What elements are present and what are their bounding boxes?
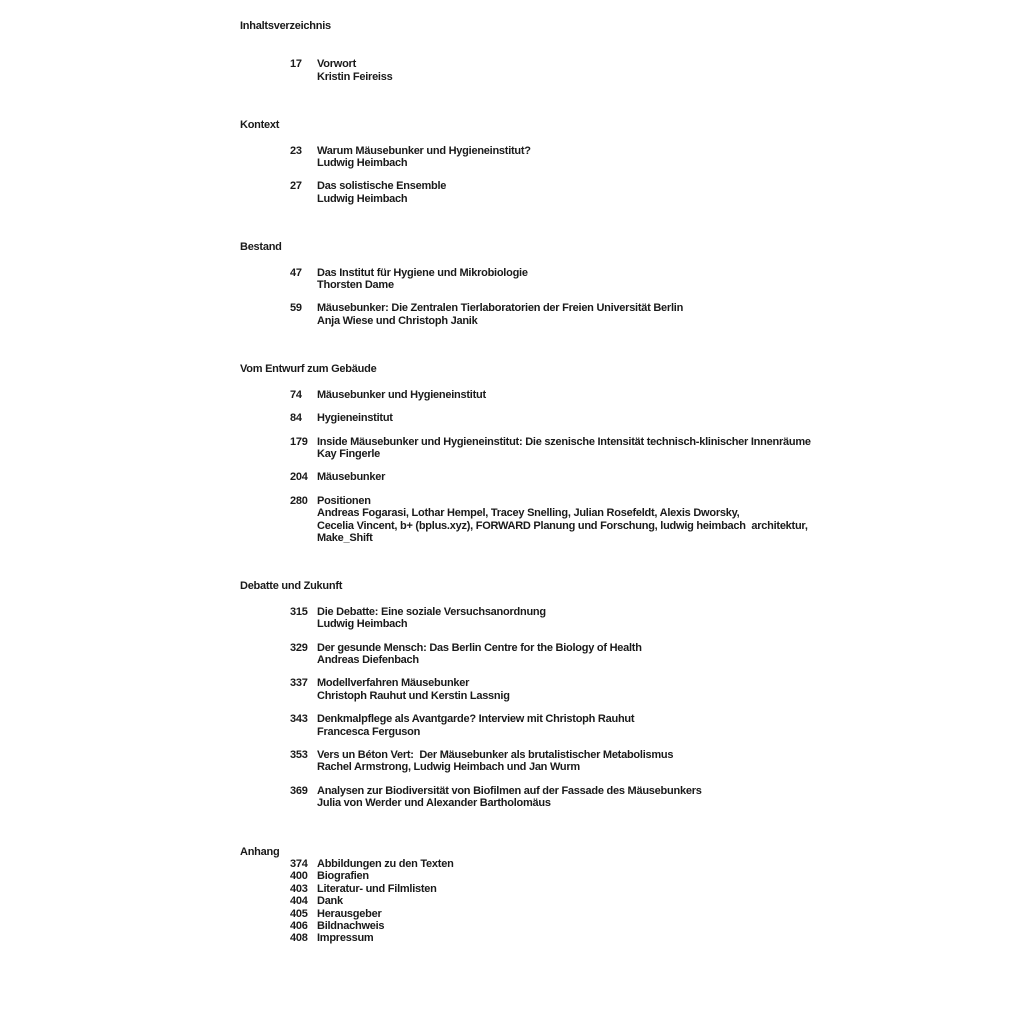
entry-page-number: 17: [290, 58, 302, 71]
toc-entry: [240, 908, 980, 920]
entry-page-number: 47: [290, 266, 302, 279]
entry-lines: [317, 606, 546, 631]
entry-title-line: Mäusebunker: Die Zentralen Tierlaboratorien der Freien Universität Berlin: [317, 302, 684, 315]
section-heading: Anhang: [240, 845, 280, 858]
entry-author-line: Ludwig Heimbach: [317, 192, 408, 205]
entry-page-number: 408: [290, 932, 308, 945]
entry-title-line: Mäusebunker und Hygieneinstitut: [317, 388, 486, 401]
entry-lines: [317, 920, 384, 932]
entry-author-line: Anja Wiese und Christoph Janik: [317, 314, 478, 327]
toc-entry: [240, 145, 980, 170]
toc-entry: [240, 883, 980, 895]
entry-page-number: 315: [290, 605, 308, 618]
entry-title-line: Hygieneinstitut: [317, 412, 393, 425]
toc-entry: [240, 267, 980, 292]
entry-page-number: 84: [290, 412, 302, 425]
entry-author-line: Francesca Ferguson: [317, 725, 421, 738]
toc-entry: [240, 870, 980, 882]
toc-entry: [240, 606, 980, 631]
entry-lines: [317, 883, 437, 895]
entry-title-line: Inside Mäusebunker und Hygieneinstitut: Die szenische Intensität technisch-klinischer Innenräume: [317, 435, 811, 448]
entry-lines: [317, 58, 392, 83]
entry-title-line: Bildnachweis: [317, 920, 385, 933]
entry-lines: [317, 677, 510, 702]
entry-lines: [317, 495, 808, 545]
entry-title-line: Vorwort: [317, 58, 356, 71]
entry-title-line: Biografien: [317, 870, 369, 883]
entry-page-number: 337: [290, 677, 308, 690]
entry-page-number: 204: [290, 471, 308, 484]
entry-lines: [317, 145, 531, 170]
entry-title-line: Impressum: [317, 932, 374, 945]
entry-lines: [317, 412, 393, 424]
toc-entry: [240, 920, 980, 932]
entry-lines: [317, 267, 528, 292]
entry-page-number: 27: [290, 180, 302, 193]
toc-entry: [240, 412, 980, 424]
entry-lines: [317, 713, 634, 738]
entry-author-line: Thorsten Dame: [317, 279, 394, 292]
entry-lines: [317, 858, 454, 870]
entry-lines: [317, 870, 369, 882]
entry-author-line: Kay Fingerle: [317, 447, 381, 460]
toc-entry: [240, 749, 980, 774]
entry-author-line: Kristin Feireiss: [317, 70, 393, 83]
entry-author-line: Christoph Rauhut und Kerstin Lassnig: [317, 689, 510, 702]
page-title: Inhaltsverzeichnis: [240, 20, 331, 32]
toc-entry: [240, 471, 980, 483]
entry-title-line: Denkmalpflege als Avantgarde? Interview mit Christoph Rauhut: [317, 713, 635, 726]
toc-entry: [240, 642, 980, 667]
toc-entry: [240, 677, 980, 702]
entry-lines: [317, 908, 382, 920]
entry-title-line: Abbildungen zu den Texten: [317, 858, 454, 871]
toc-entry: [240, 58, 980, 83]
entry-page-number: 329: [290, 641, 308, 654]
entry-page-number: 353: [290, 749, 308, 761]
section-heading: Vom Entwurf zum Gebäude: [240, 363, 377, 376]
entry-page-number: 404: [290, 895, 308, 908]
entry-title-line: Das solistische Ensemble: [317, 180, 447, 193]
entry-lines: [317, 895, 343, 907]
toc-section: [240, 119, 980, 205]
entry-author-line: Cecelia Vincent, b+ (bplus.xyz), FORWARD Planung und Forschung, ludwig heimbach architektur,: [317, 519, 808, 532]
entry-lines: [317, 436, 811, 461]
toc-entry: [240, 932, 980, 944]
entry-page-number: 179: [290, 435, 308, 448]
entry-author-line: Andreas Fogarasi, Lothar Hempel, Tracey Snelling, Julian Rosefeldt, Alexis Dworsky,: [317, 507, 740, 520]
entry-author-line: Andreas Diefenbach: [317, 653, 419, 666]
entry-lines: [317, 180, 446, 205]
entry-lines: [317, 785, 702, 810]
toc-entry: [240, 785, 980, 810]
toc-entry: [240, 495, 980, 545]
toc-entry: [240, 302, 980, 327]
entry-page-number: 369: [290, 784, 308, 797]
entry-title-line: Herausgeber: [317, 907, 382, 920]
entry-author-line: Ludwig Heimbach: [317, 618, 408, 631]
entry-page-number: 400: [290, 870, 308, 883]
table-of-contents: [240, 20, 980, 945]
entry-page-number: 280: [290, 494, 308, 507]
entry-lines: [317, 932, 373, 944]
entry-title-line: Positionen: [317, 494, 371, 507]
entry-title-line: Der gesunde Mensch: Das Berlin Centre for the Biology of Health: [317, 641, 642, 654]
toc-entry: [240, 389, 980, 401]
entry-title-line: Analysen zur Biodiversität von Biofilmen auf der Fassade des Mäusebunkers: [317, 784, 702, 797]
entry-title-line: Literatur- und Filmlisten: [317, 882, 437, 895]
entry-title-line: Die Debatte: Eine soziale Versuchsanordnung: [317, 605, 546, 618]
entry-page-number: 343: [290, 713, 308, 726]
toc-entry: [240, 180, 980, 205]
entry-title-line: Modellverfahren Mäusebunker: [317, 677, 470, 690]
entry-author-line: Julia von Werder und Alexander Bartholomäus: [317, 797, 551, 810]
entry-page-number: 59: [290, 302, 302, 315]
entry-page-number: 406: [290, 920, 308, 933]
entry-title-line: Das Institut für Hygiene und Mikrobiologie: [317, 266, 528, 279]
entry-title-line: Warum Mäusebunker und Hygieneinstitut?: [317, 144, 531, 157]
toc-section: [240, 580, 980, 809]
section-heading: Debatte und Zukunft: [240, 580, 343, 593]
toc-entry: [240, 858, 980, 870]
toc-entry: [240, 895, 980, 907]
entry-lines: [317, 749, 673, 774]
entry-page-number: 23: [290, 144, 302, 157]
section-heading: Bestand: [240, 241, 282, 254]
toc-entry: [240, 713, 980, 738]
entry-title-line: Dank: [317, 895, 343, 908]
entry-lines: [317, 389, 486, 401]
toc-sections: [240, 58, 980, 944]
entry-page-number: 74: [290, 388, 302, 401]
toc-section: [240, 241, 980, 327]
section-heading: Kontext: [240, 119, 280, 132]
entry-author-line: Ludwig Heimbach: [317, 157, 408, 170]
toc-section: [240, 846, 980, 945]
entry-title-line: Vers un Béton Vert: Der Mäusebunker als brutalistischer Metabolismus: [317, 749, 674, 761]
entry-lines: [317, 471, 385, 483]
entry-author-line: Make_Shift: [317, 531, 373, 544]
entry-lines: [317, 642, 642, 667]
entry-title-line: Mäusebunker: [317, 471, 386, 484]
toc-section: [240, 58, 980, 83]
toc-section: [240, 363, 980, 544]
entry-page-number: 405: [290, 907, 308, 920]
entry-author-line: Rachel Armstrong, Ludwig Heimbach und Jan Wurm: [317, 761, 580, 774]
entry-lines: [317, 302, 683, 327]
toc-entry: [240, 436, 980, 461]
entry-page-number: 374: [290, 858, 308, 871]
entry-page-number: 403: [290, 882, 308, 895]
